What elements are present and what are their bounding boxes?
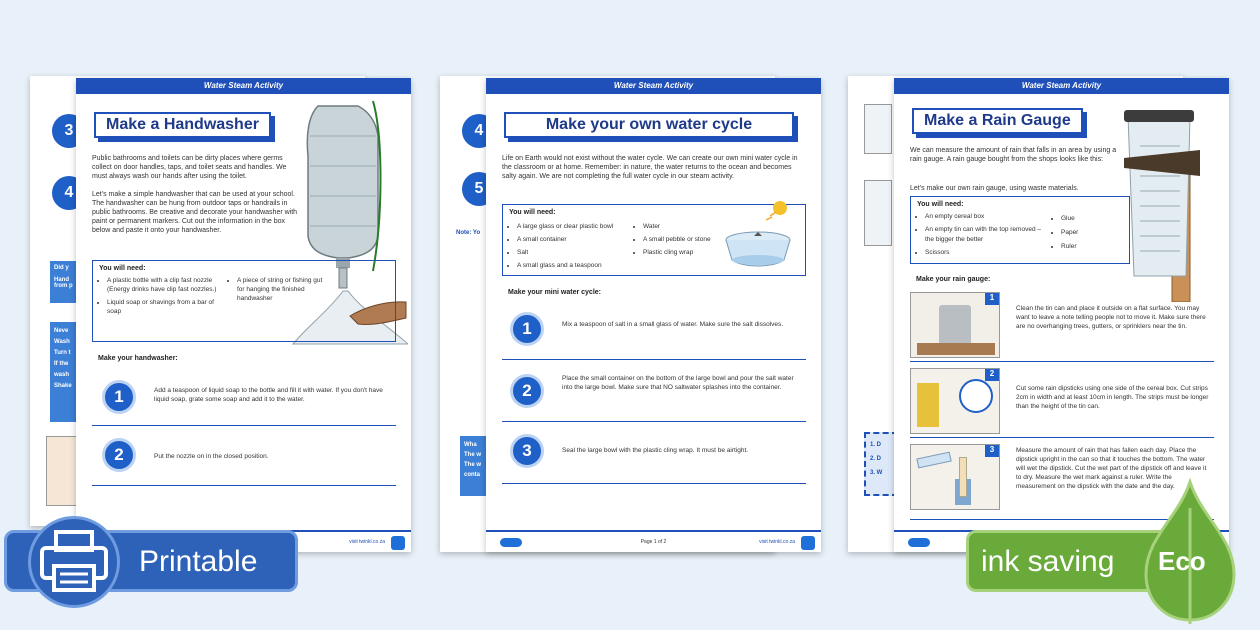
step-text: Add a teaspoon of liquid soap to the bottle and fill it with water. If you don't have liquid soap, grate some soap and add it to the water. — [154, 387, 383, 403]
need-item: • Scissors — [925, 248, 1047, 258]
rain-gauge-illustration — [1120, 106, 1216, 302]
back-label: The w — [464, 462, 482, 468]
water-bowl-illustration — [722, 198, 796, 270]
need-item: • Salt — [517, 246, 629, 259]
need-item: • A large glass or clear plastic bowl — [517, 220, 629, 233]
ink-saving-label: ink saving — [981, 545, 1115, 578]
footer-url: visit twinkl.co.za — [349, 539, 385, 545]
need-item: • Paper — [1061, 226, 1113, 240]
back-label: conta — [464, 472, 481, 478]
sheet1-materials-box — [92, 260, 396, 342]
footer-badge-icon — [391, 536, 405, 550]
back-label: The w — [464, 452, 482, 458]
back-ruler-image — [864, 104, 892, 154]
back-number-badge: 4 — [52, 176, 86, 210]
back-label: 2. D — [870, 456, 882, 462]
back-label: wash — [54, 372, 70, 378]
sheet1-step — [92, 368, 396, 426]
back-number-badge: 3 — [52, 114, 86, 148]
cereal-box-image — [910, 368, 1000, 434]
footer-badge-icon — [801, 536, 815, 550]
step-number: 1 — [510, 312, 544, 346]
back-label: 3. W — [870, 470, 883, 476]
sheet1-step — [92, 428, 396, 486]
back-label: Wash — [54, 339, 70, 345]
back-label: 1. D — [870, 442, 882, 448]
step-number: 3 — [985, 445, 999, 457]
sheet3-intro: Let's make our own rain gauge, using waste materials. — [910, 185, 1079, 192]
sheet2-header: Water Steam Activity — [486, 78, 821, 94]
need-heading: You will need: — [917, 201, 964, 208]
need-item: • An empty tin can with the top removed – the bigger the better — [925, 225, 1047, 245]
need-item: • A small container — [517, 233, 629, 246]
sheet1-front-page — [76, 78, 411, 552]
need-item: • A plastic bottle with a clip fast nozzle (Energy drinks have clip fast nozzles.) — [107, 276, 219, 294]
sheet2-step — [502, 424, 806, 484]
back-number-badge: 5 — [462, 172, 496, 206]
step-number: 1 — [102, 380, 136, 414]
sheet2-front-page — [486, 78, 821, 552]
back-label: If the — [54, 361, 69, 367]
back-label: Neve — [54, 328, 69, 334]
page-number: Page 1 of 2 — [640, 539, 667, 545]
sheet2-intro: Life on Earth would not exist without the water cycle. We can create our own mini water cycle in the classroom or at home. Remember: in nature, the water returns to the ocean and becomes salty again. We are not completing the full water cycle in our steam activity. — [502, 155, 798, 180]
step-text: Put the nozzle on in the closed position. — [154, 453, 269, 460]
step-text: Cut some rain dipsticks using one side of the cereal box. Cut strips 2cm in width and at least 10cm in length. The strips must be longer than the height of the tin can. — [1016, 385, 1209, 410]
printer-icon-circle — [28, 516, 120, 608]
sheet3-step — [910, 288, 1214, 362]
eco-label: Eco — [1158, 546, 1206, 576]
sheet3-make-label: Make your rain gauge: — [916, 276, 991, 283]
back-info-box — [864, 432, 898, 496]
back-label: Wha — [464, 442, 477, 448]
step-number: 2 — [985, 369, 999, 381]
need-item: • Plastic cling wrap — [643, 246, 725, 259]
tin-can-image — [910, 292, 1000, 358]
need-item: • A small pebble or stone — [643, 233, 725, 246]
need-item: • Glue — [1061, 212, 1113, 226]
sheet2-footer — [486, 530, 821, 552]
printer-icon — [28, 516, 120, 608]
need-item: • An empty cereal box — [925, 212, 1047, 222]
sheet1-title: Make a Handwasher — [94, 112, 271, 138]
need-item: • A small glass and a teaspoon — [517, 259, 629, 272]
sheet1-intro: Public bathrooms and toilets can be dirty places where germs collect on door handles, taps, and toilet seats and handles. We must always wash our hands after using the toilet. — [92, 155, 287, 180]
sheet2-title: Make your own water cycle — [504, 112, 794, 138]
step-number: 3 — [510, 434, 544, 468]
sheet1-intro: Let's make a simple handwasher that can be used at your school. The handwasher can be hung from outdoor taps or handrails in public bathrooms. Be creative and decorate your handwasher with paint or permanent markers. Cut out the information in the box below and paste it onto your handwasher. — [92, 191, 298, 234]
need-item: • Water — [643, 220, 725, 233]
step-text: Place the small container on the bottom of the large bowl and pour the salt water into the large bowl. Make sure that NO saltwater splashes into the container. — [562, 375, 794, 391]
step-number: 2 — [510, 374, 544, 408]
sheet2-step — [502, 300, 806, 360]
dipstick-image — [910, 444, 1000, 510]
back-label: Did y — [54, 265, 69, 271]
need-item: • Liquid soap or shavings from a bar of soap — [107, 298, 219, 316]
step-number: 2 — [102, 438, 136, 472]
sheet1-make-label: Make your handwasher: — [98, 355, 178, 362]
back-label: Hand — [54, 277, 69, 283]
sheet1-header: Water Steam Activity — [76, 78, 411, 94]
step-text: Mix a teaspoon of salt in a small glass of water. Make sure the salt dissolves. — [562, 321, 784, 328]
back-label: Turn t — [54, 350, 71, 356]
need-heading: You will need: — [99, 265, 146, 272]
step-text: Seal the large bowl with the plastic cling wrap. It must be airtight. — [562, 447, 749, 454]
back-label: from p — [54, 283, 73, 289]
back-label: Shake — [54, 383, 72, 389]
need-item: • A piece of string or fishing gut for hanging the finished handwasher — [237, 276, 329, 303]
need-item: • Ruler — [1061, 240, 1113, 254]
back-number-badge: 4 — [462, 114, 496, 148]
back-ruler-image — [864, 180, 892, 246]
need-heading: You will need: — [509, 209, 556, 216]
step-text: Measure the amount of rain that has fallen each day. Place the dipstick upright in the can so that it touches the bottom. The water will wet the dipstick. Cut the wet part of the dipstick off and leave it to dry. Measure the wet mark against a ruler. Write the measurement on the dipstick with the date and the day. — [1016, 447, 1207, 490]
step-text: Clean the tin can and place it outside on a flat surface. You may want to leave a note telling people not to move it. Make sure there are no overhanging trees, gutters, or sprinklers near the tin. — [1016, 305, 1206, 330]
step-number: 1 — [985, 293, 999, 305]
sheet3-title: Make a Rain Gauge — [912, 108, 1083, 134]
sheet2-step — [502, 362, 806, 422]
sheet3-intro: We can measure the amount of rain that falls in an area by using a rain gauge. A rain gauge bought from the shops looks like this: — [910, 147, 1117, 163]
sheet3-materials-box — [910, 196, 1130, 264]
printable-label: Printable — [139, 545, 258, 578]
back-note: Note: Yo — [456, 230, 481, 236]
sheet2-make-label: Make your mini water cycle: — [508, 289, 601, 296]
footer-url: visit twinkl.co.za — [759, 539, 795, 545]
sheet3-header: Water Steam Activity — [894, 78, 1229, 94]
sheet3-step — [910, 364, 1214, 438]
